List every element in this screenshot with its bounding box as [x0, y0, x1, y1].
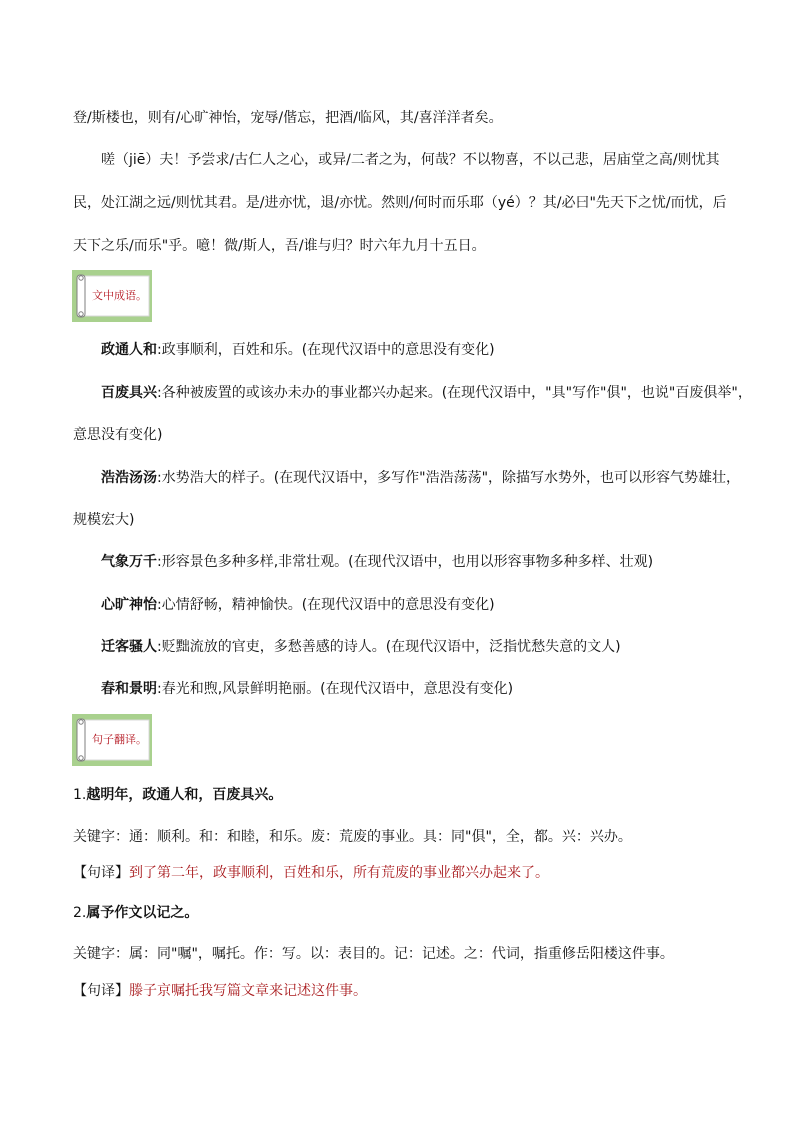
idiom-term: 浩浩汤汤 — [101, 470, 157, 486]
idiom-term: 气象万千 — [101, 554, 157, 570]
idiom-definition: :形容景色多种多样,非常壮观。(在现代汉语中，也用以形容事物多种多样、壮观) — [157, 554, 654, 570]
translation-text: 到了第二年，政事顺利，百姓和乐，所有荒废的事业都兴办起来了。 — [129, 865, 549, 881]
idiom-definition: :各种被废置的或该办未办的事业都兴办起来。(在现代汉语中，"具"写作"俱"，也说"百废俱举"， — [157, 385, 752, 401]
keywords-line: 关键字：属：同"嘱"，嘱托。作：写。以：表目的。记：记述。之：代词，指重修岳阳楼这件事。 — [73, 946, 674, 962]
idiom-entry — [101, 552, 653, 572]
idiom-definition: :政事顺利，百姓和乐。(在现代汉语中的意思没有变化) — [157, 342, 495, 358]
idiom-entry — [101, 340, 495, 360]
passage-line: 登/斯楼也，则有/心旷神怡，宠辱/偕忘，把酒/临风，其/喜洋洋者矣。 — [73, 110, 503, 126]
sentence-heading — [73, 903, 198, 923]
passage-line: 天下之乐/而乐"乎。噫！微/斯人，吾/谁与归？时六年九月十五日。 — [73, 238, 486, 254]
idiom-term: 迁客骚人 — [101, 639, 157, 655]
idiom-definition-continued: 意思没有变化) — [73, 427, 163, 443]
idiom-entry — [101, 383, 752, 403]
translation-line — [73, 863, 549, 883]
idiom-term: 百废具兴 — [101, 385, 157, 401]
idiom-definition-continued: 规模宏大) — [73, 512, 135, 528]
idiom-entry — [101, 679, 513, 699]
passage-line: 民，处江湖之远/则忧其君。是/进亦忧，退/亦忧。然则/何时而乐耶（yé）？其/必曰"先天下之忧/而忧，后 — [73, 195, 727, 211]
section-banner-label: 文中成语。 — [92, 289, 147, 302]
sentence-number: 2. — [73, 905, 87, 921]
section-banner-idioms — [72, 270, 152, 322]
idiom-definition: :春光和煦,风景鲜明艳丽。(在现代汉语中，意思没有变化) — [157, 681, 514, 697]
idiom-definition: :水势浩大的样子。(在现代汉语中，多写作"浩浩荡荡"，除描写水势外，也可以形容气势雄壮， — [157, 470, 741, 486]
translation-line — [73, 981, 367, 1001]
passage-line: 嗟（jiē）夫！予尝求/古仁人之心，或异/二者之为，何哉？不以物喜，不以己悲，居庙堂之高/则忧其 — [101, 152, 720, 168]
translation-text: 滕子京嘱托我写篇文章来记述这件事。 — [129, 983, 367, 999]
idiom-definition: :贬黜流放的官吏，多愁善感的诗人。(在现代汉语中，泛指忧愁失意的文人) — [157, 639, 621, 655]
idiom-entry — [101, 595, 495, 615]
sentence-number: 1. — [73, 787, 87, 803]
idiom-term: 春和景明 — [101, 681, 157, 697]
section-banner-translation — [72, 714, 152, 766]
idiom-term: 心旷神怡 — [101, 597, 157, 613]
idiom-definition: :心情舒畅，精神愉快。(在现代汉语中的意思没有变化) — [157, 597, 495, 613]
section-banner-label: 句子翻译。 — [92, 733, 147, 746]
sentence-text: 属予作文以记之。 — [86, 905, 199, 921]
keywords-line: 关键字：通：顺利。和：和睦，和乐。废：荒废的事业。具：同"俱"，全，都。兴：兴办。 — [73, 829, 632, 845]
translation-tag: 【句译】 — [73, 983, 129, 999]
idiom-term: 政通人和 — [101, 342, 157, 358]
sentence-text: 越明年，政通人和，百废具兴。 — [86, 787, 283, 803]
idiom-entry — [101, 468, 740, 488]
idiom-entry — [101, 637, 621, 657]
translation-tag: 【句译】 — [73, 865, 129, 881]
sentence-heading — [73, 785, 282, 805]
